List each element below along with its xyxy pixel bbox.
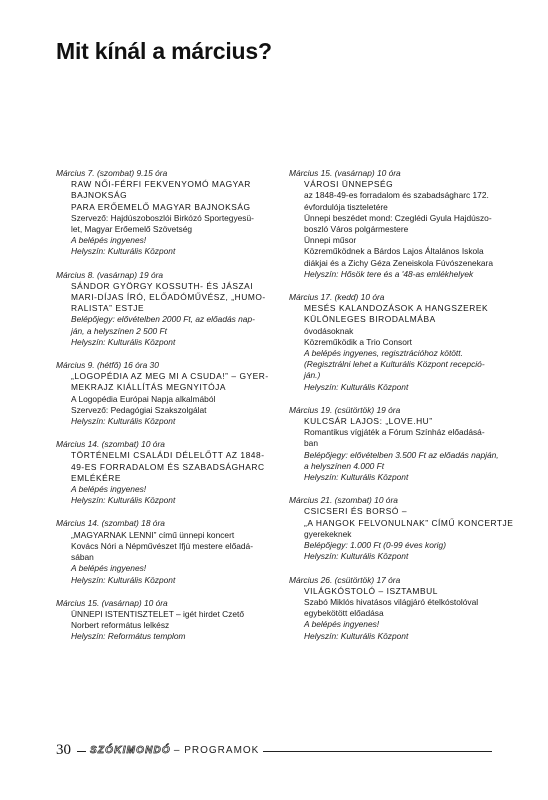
footer-brand — [86, 745, 263, 756]
event-title-line: MARI-DÍJAS ÍRÓ, ELŐADÓMŰVÉSZ, „HUMO- — [71, 292, 266, 303]
event-text-line: sában — [71, 552, 94, 563]
event-item — [56, 360, 288, 427]
event-text-line: diákjai és a Zichy Géza Zeneiskola Fúvószenekara — [304, 257, 493, 268]
event-details — [289, 416, 521, 483]
event-details — [289, 586, 521, 642]
event-info-line: Helyszín: Kulturális Központ — [304, 381, 409, 392]
event-text-line: boszló Város polgármestere — [304, 224, 409, 235]
page-number: 30 — [56, 742, 77, 759]
event-title-line: KULCSÁR LAJOS: „LOVE.HU” — [304, 416, 433, 427]
event-text-line: let, Magyar Erőemelő Szövetség — [71, 224, 193, 235]
event-info-line: Helyszín: Kulturális Központ — [304, 472, 409, 483]
event-info-line: Helyszín: Kulturális Központ — [71, 246, 176, 257]
event-title-line: SÁNDOR GYÖRGY KOSSUTH- ÉS JÁSZAI — [71, 280, 254, 291]
event-title-line: BAJNOKSÁG — [71, 190, 128, 201]
event-item — [289, 405, 521, 483]
event-info-line: A belépés ingyenes, regisztrációhoz kötött. — [304, 348, 463, 359]
event-details — [56, 371, 288, 427]
event-date: Március 15. (vasárnap) 10 óra — [289, 168, 401, 178]
event-title-line: EMLÉKÉRE — [71, 472, 122, 483]
event-details — [56, 281, 288, 348]
event-info-line: ján.) — [304, 370, 321, 381]
event-title-line: RAW NŐI-FÉRFI FEKVENYOMÓ MAGYAR — [71, 179, 251, 190]
event-date: Március 17. (kedd) 10 óra — [289, 292, 385, 303]
event-text-line: Norbert református lelkész — [71, 620, 170, 631]
event-info-line: Belépőjegy: elővételben 3.500 Ft az előadás napján, — [304, 449, 499, 460]
event-item — [289, 292, 521, 393]
magazine-logo: SZÓKIMONDÓ — [90, 745, 171, 756]
event-info-line: A belépés ingyenes! — [71, 484, 147, 495]
event-title-line: TÖRTÉNELMI CSALÁDI DÉLELŐTT AZ 1848- — [71, 450, 265, 461]
event-text-line: Közreműködnek a Bárdos Lajos Általános Iskola — [304, 246, 484, 257]
event-text-line: A Logopédia Európai Napja alkalmából — [71, 393, 216, 404]
event-date: Március 15. (vasárnap) 10 óra — [56, 597, 168, 608]
event-title-line: „A HANGOK FELVONULNAK” CÍMŰ KONCERTJE — [304, 517, 514, 528]
event-date: Március 8. (vasárnap) 19 óra — [56, 269, 164, 280]
event-item — [289, 168, 521, 280]
event-text-line: Kovács Nóri a Népművészet Ifjú mestere előadá- — [71, 540, 254, 551]
event-text-line: „MAGYARNAK LENNI” című ünnepi koncert — [71, 529, 235, 540]
event-text-line: Szervező: Hajdúszoboszlói Birkózó Sportegyesü- — [71, 212, 254, 223]
event-text-line: Közreműködik a Trio Consort — [304, 336, 412, 347]
event-details — [289, 303, 521, 393]
event-title-line: RALISTA” ESTJE — [71, 303, 145, 314]
event-item — [289, 495, 521, 562]
event-date: Március 19. (csütörtök) 19 óra — [289, 404, 401, 415]
event-item — [56, 270, 288, 348]
event-text-line: Szabó Miklós hivatásos világjáró ételkóstolóval — [304, 596, 479, 607]
event-date: Március 9. (hétfő) 16 óra 30 — [56, 360, 159, 371]
event-text-line: egybekötött előadása — [304, 608, 384, 619]
event-info-line: Helyszín: Kulturális Központ — [71, 336, 176, 347]
event-info-line: ján, a helyszínen 2 500 Ft — [71, 325, 167, 336]
event-text-line: évfordulója tiszteletére — [304, 201, 388, 212]
event-title-line: KÜLÖNLEGES BIRODALMÁBA — [304, 314, 436, 325]
event-title-line: CSICSERI ÉS BORSÓ – — [304, 506, 408, 517]
event-date: Március 7. (szombat) 9.15 óra — [56, 168, 168, 178]
event-item — [56, 439, 288, 506]
event-date: Március 26. (csütörtök) 17 óra — [289, 574, 401, 585]
event-title-line: VILÁGKÓSTOLÓ – ISZTAMBUL — [304, 585, 438, 596]
event-text-line: Szervező: Pedagógiai Szakszolgálat — [71, 404, 207, 415]
event-text-line: óvodásoknak — [304, 325, 354, 336]
event-date: Március 21. (szombat) 10 óra — [289, 495, 398, 506]
event-info-line: (Regisztrálni lehet a Kulturális Központ recepció- — [304, 359, 485, 370]
event-details — [56, 609, 288, 643]
event-details — [56, 179, 288, 257]
event-item — [56, 168, 288, 258]
event-info-line: A belépés ingyenes! — [71, 235, 147, 246]
event-info-line: Helyszín: Hősök tere és a '48-as emlékhelyek — [304, 268, 474, 279]
footer-section: – PROGRAMOK — [173, 745, 260, 756]
event-title-line: MEKRAJZ KIÁLLÍTÁS MEGNYITÓJA — [71, 382, 227, 393]
event-info-line: A belépés ingyenes! — [304, 619, 380, 630]
event-title-line: VÁROSI ÜNNEPSÉG — [304, 179, 394, 190]
event-info-line: Helyszín: Kulturális Központ — [304, 551, 409, 562]
event-info-line: Belépőjegy: elővételben 2000 Ft, az előadás nap- — [71, 314, 255, 325]
left-events-column — [56, 168, 288, 655]
event-details — [289, 179, 521, 280]
event-item — [56, 518, 288, 585]
event-info-line: a helyszínen 4.000 Ft — [304, 460, 385, 471]
event-date: Március 14. (szombat) 18 óra — [56, 518, 165, 529]
event-text-line: Ünnepi műsor — [304, 235, 357, 246]
event-info-line: Helyszín: Kulturális Központ — [71, 574, 176, 585]
event-title-line: PARA ERŐEMELŐ MAGYAR BAJNOKSÁG — [71, 201, 251, 212]
event-date: Március 14. (szombat) 10 óra — [56, 439, 165, 450]
event-text-line: gyerekeknek — [304, 528, 352, 539]
event-info-line: Helyszín: Kulturális Központ — [304, 630, 409, 641]
event-details — [56, 450, 288, 506]
event-title-line: „LOGOPÉDIA AZ MEG MI A CSUDA!” – GYER- — [71, 371, 269, 382]
event-text-line: ÜNNEPI ISTENTISZTELET – igét hirdet Czető — [71, 608, 244, 619]
event-details — [56, 530, 288, 586]
event-info-line: Helyszín: Kulturális Központ — [71, 416, 176, 427]
event-title-line: MESÉS KALANDOZÁSOK A HANGSZEREK — [304, 303, 489, 314]
event-text-line: az 1848-49-es forradalom és szabadságharc 172. — [304, 190, 489, 201]
event-info-line: Belépőjegy: 1.000 Ft (0-99 éves korig) — [304, 540, 446, 551]
event-details — [289, 506, 521, 562]
event-item — [289, 575, 521, 642]
event-text-line: Ünnepi beszédet mond: Czeglédi Gyula Hajdúszo- — [304, 212, 492, 223]
page-footer — [56, 744, 492, 760]
event-info-line: Helyszín: Református templom — [71, 631, 186, 642]
page-title: Mit kínál a március? — [56, 38, 272, 64]
event-info-line: A belépés ingyenes! — [71, 563, 147, 574]
event-text-line: Romantikus vígjáték a Fórum Színház előadásá- — [304, 427, 485, 438]
event-text-line: ban — [304, 438, 318, 449]
right-events-column — [289, 168, 521, 654]
event-info-line: Helyszín: Kulturális Központ — [71, 495, 176, 506]
event-item — [56, 598, 288, 643]
event-title-line: 49-ES FORRADALOM ÉS SZABADSÁGHARC — [71, 461, 265, 472]
